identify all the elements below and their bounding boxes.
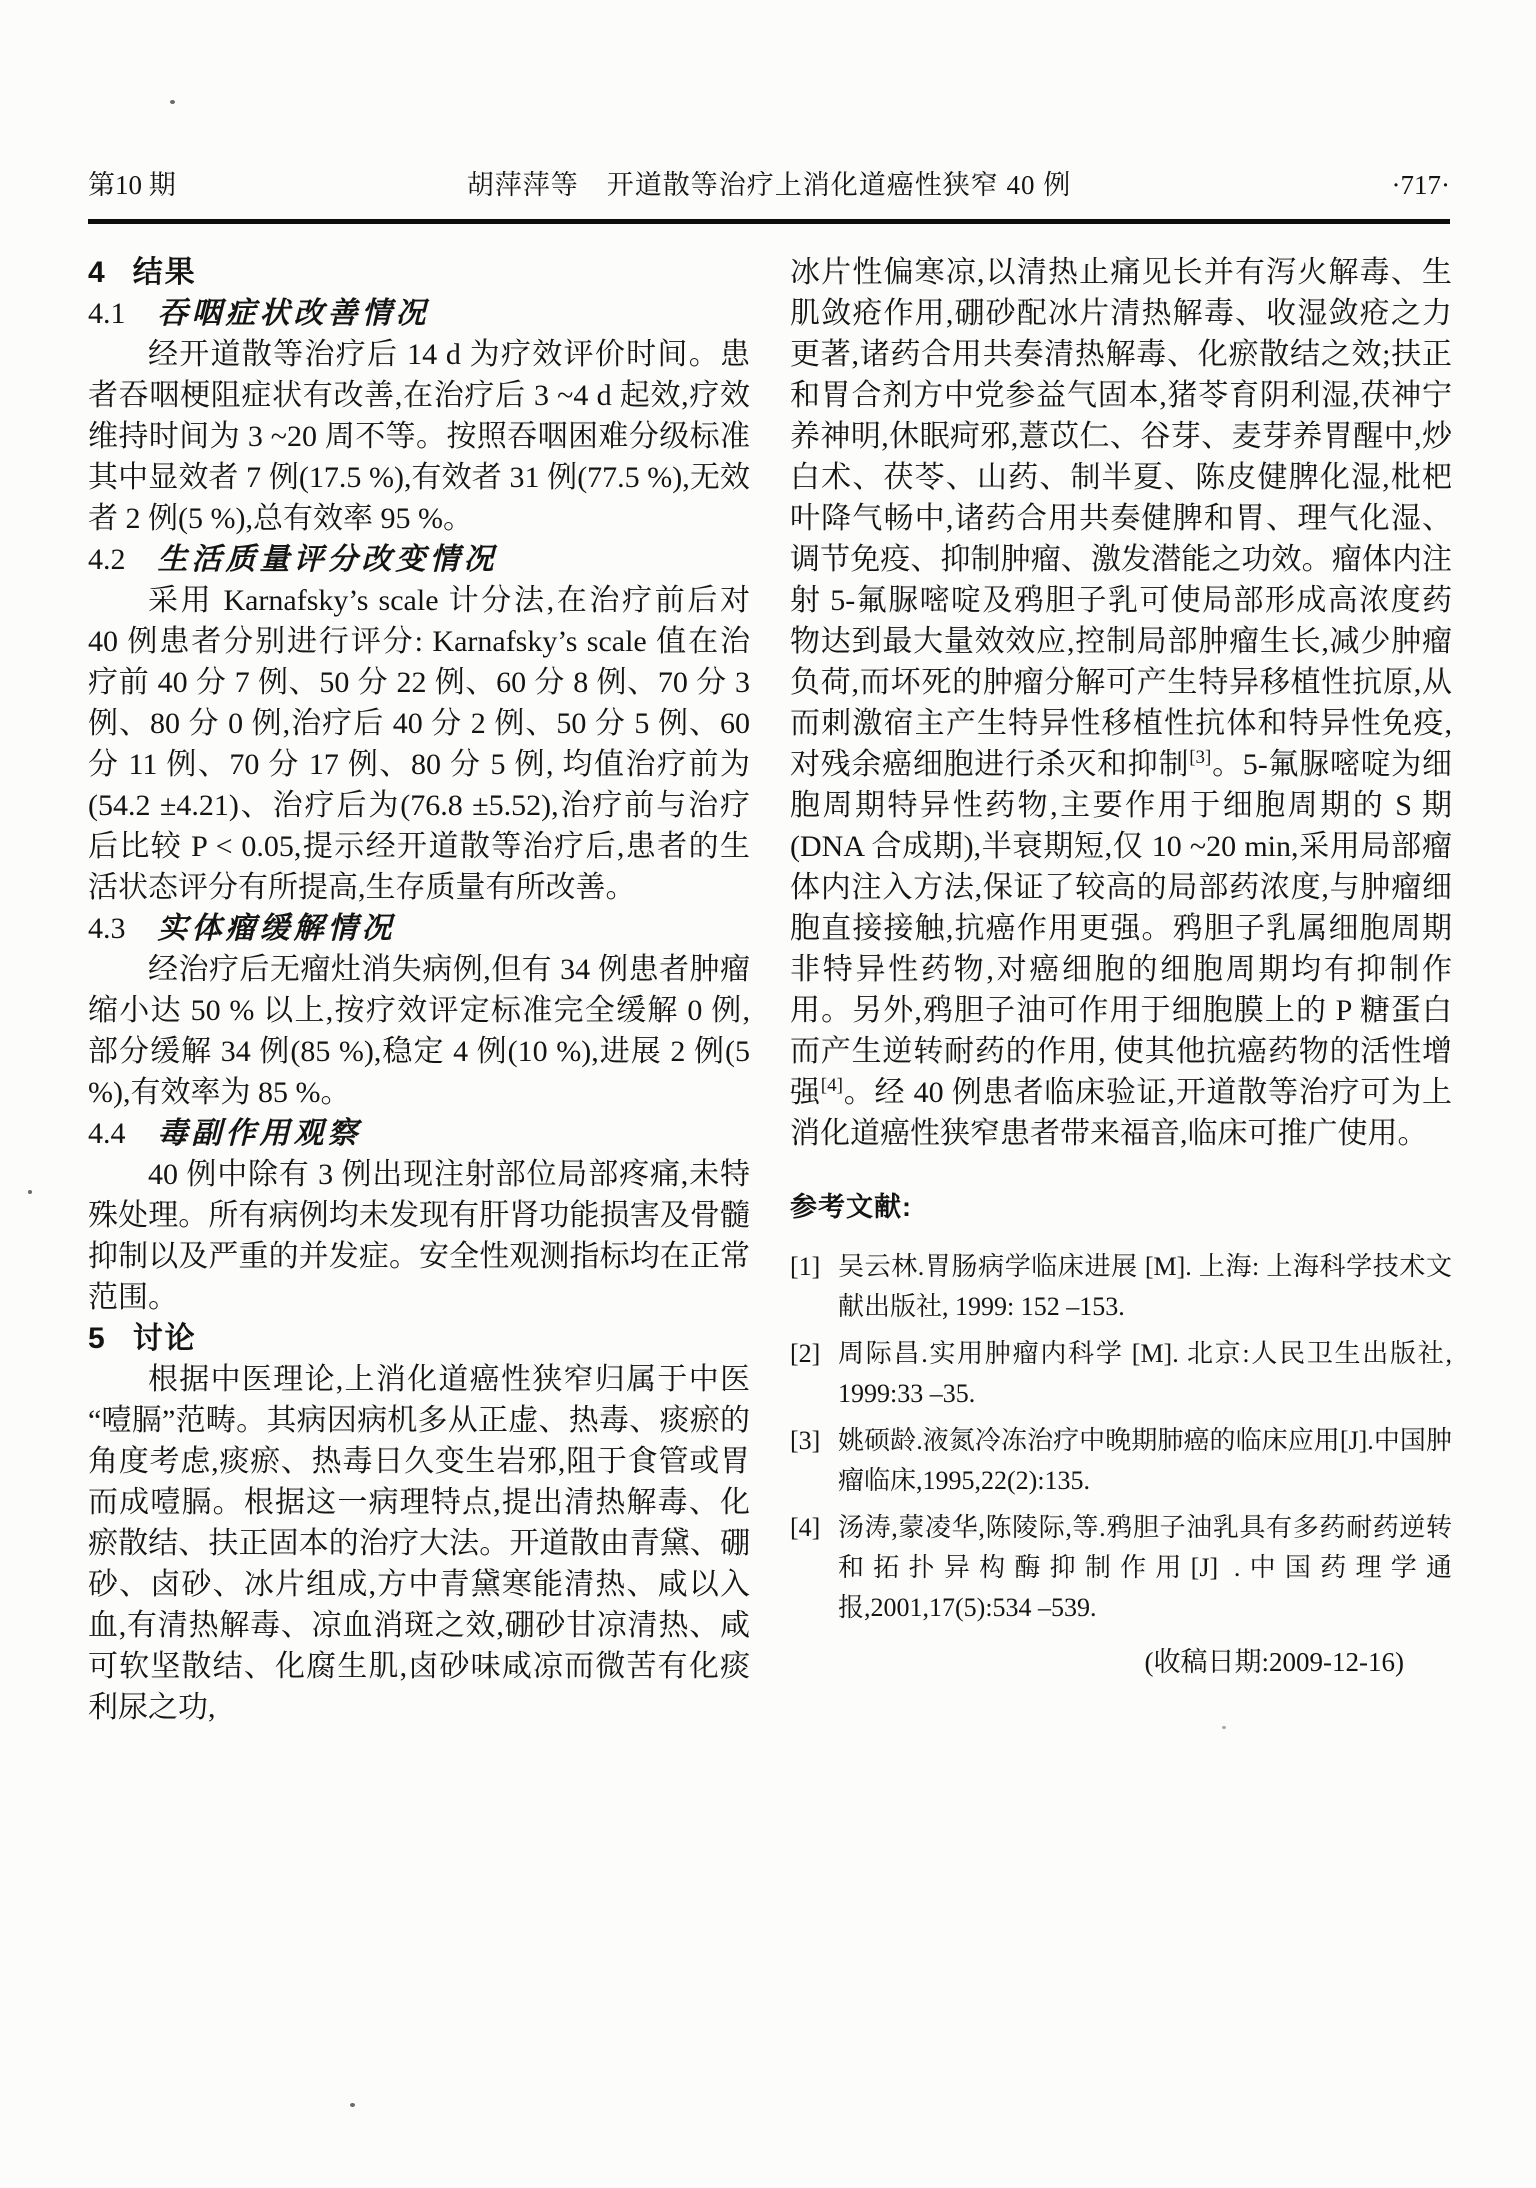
subsection-number: 4.1	[88, 297, 126, 330]
section-title: 结果	[132, 256, 197, 289]
section-number: 5	[88, 1322, 105, 1355]
running-title: 胡萍萍等 开道散等治疗上消化道癌性狭窄 40 例	[466, 170, 1072, 200]
paragraph-4-1: 经开道散等治疗后 14 d 为疗效评价时间。患者吞咽梗阻症状有改善,在治疗后 3 ~4 d 起效,疗效维持时间为 3 ~20 周不等。按照吞咽困难分级标准其中显效者 7 例(17.5 %),有效者 31 例(77.5 %),无效者 2 例(5 %),总有效率 95 %。	[88, 338, 750, 535]
subsection-title: 实体瘤缓解情况	[157, 912, 396, 945]
reference-text: 姚硕龄.液氮冷冻治疗中晚期肺癌的临床应用[J].中国肿瘤临床,1995,22(2):135.	[838, 1426, 1452, 1495]
section-heading-results	[88, 252, 750, 293]
section-title: 讨论	[132, 1322, 197, 1355]
reference-marker: [4]	[790, 1513, 821, 1542]
paragraph-4-3: 经治疗后无瘤灶消失病例,但有 34 例患者肿瘤缩小达 50 % 以上,按疗效评定标准完全缓解 0 例,部分缓解 34 例(85 %),稳定 4 例(10 %),进展 2 例(5 %),有效率为 85 %。	[88, 953, 750, 1109]
discussion-text: 。经 40 例患者临床验证,开道散等治疗可为上消化道癌性狭窄患者带来福音,临床可推广使用。	[790, 1076, 1453, 1150]
scan-speck	[1222, 1726, 1226, 1729]
issue-number: 第10 期	[88, 170, 176, 200]
header-rule	[88, 219, 1450, 224]
subsection-title: 生活质量评分改变情况	[157, 543, 498, 576]
discussion-text: 冰片性偏寒凉,以清热止痛见长并有泻火解毒、生肌敛疮作用,硼砂配冰片清热解毒、收湿敛疮之力更著,诸药合用共奏清热解毒、化瘀散结之效;扶正和胃合剂方中党参益气固本,猪苓育阴利湿,茯神宁养神明,休眠疴邪,薏苡仁、谷芽、麦芽养胃醒中,炒白术、茯苓、山药、制半夏、陈皮健脾化湿,枇杷叶降气畅中,诸药合用共奏健脾和胃、理气化湿、调节免疫、抑制肿瘤、激发潜能之功效。瘤体内注射 5-氟脲嘧啶及鸦胆子乳可使局部形成高浓度药物达到最大量效效应,控制局部肿瘤生长,减少肿瘤负荷,而坏死的肿瘤分解可产生特异移植性抗原,从而刺激宿主产生特异性移植性抗体和特异性免疫,对残余癌细胞进行杀灭和抑制	[790, 256, 1452, 781]
subsection-heading-4-4	[88, 1113, 750, 1154]
subsection-title: 吞咽症状改善情况	[157, 297, 430, 330]
scan-speck	[170, 100, 175, 104]
subsection-number: 4.3	[88, 912, 126, 945]
section-number: 4	[88, 256, 105, 289]
scan-speck	[28, 1190, 32, 1194]
reference-item	[790, 1334, 1452, 1414]
page-number: ·717·	[1391, 170, 1450, 200]
subsection-number: 4.2	[88, 543, 126, 576]
reference-marker: [2]	[790, 1339, 821, 1368]
subsection-number: 4.4	[88, 1117, 126, 1150]
section-heading-discussion	[88, 1318, 750, 1359]
subsection-title: 毒副作用观察	[157, 1117, 362, 1150]
paragraph-4-2: 采用 Karnafsky’s scale 计分法,在治疗前后对 40 例患者分别进行评分: Karnafsky’s scale 值在治疗前 40 分 7 例、50 分 22 例、60 分 8 例、70 分 3 例、80 分 0 例,治疗后 40 分 2 例、50 分 5 例、60 分 11 例、70 分 17 例、80 分 5 例, 均值治疗前为(54.2 ±4.21)、治疗后为(76.8 ±5.52),治疗前与治疗后比较 P < 0.05,提示经开道散等治疗后,患者的生活状态评分有所提高,生存质量有所改善。	[88, 584, 750, 904]
discussion-paragraph-left: 根据中医理论,上消化道癌性狭窄归属于中医“噎膈”范畴。其病因病机多从正虚、热毒、痰瘀的角度考虑,痰瘀、热毒日久变生岩邪,阻于食管或胃而成噎膈。根据这一病理特点,提出清热解毒、化瘀散结、扶正固本的治疗大法。开道散由青黛、硼砂、卤砂、冰片组成,方中青黛寒能清热、咸以入血,有清热解毒、凉血消斑之效,硼砂甘凉清热、咸可软坚散结、化腐生肌,卤砂味咸凉而微苦有化痰利尿之功,	[88, 1363, 750, 1724]
received-date: (收稿日期:2009-12-16)	[1144, 1647, 1404, 1677]
reference-text: 吴云林.胃肠病学临床进展 [M]. 上海: 上海科学技术文献出版社, 1999: 152 –153.	[838, 1252, 1452, 1321]
subsection-heading-4-1	[88, 293, 750, 334]
reference-item	[790, 1508, 1452, 1628]
reference-text: 周际昌.实用肿瘤内科学 [M]. 北京:人民卫生出版社, 1999:33 –35.	[838, 1339, 1452, 1408]
subsection-heading-4-3	[88, 908, 750, 949]
reference-item	[790, 1247, 1452, 1327]
citation-ref-4: [4]	[820, 1075, 843, 1096]
citation-ref-3: [3]	[1189, 747, 1212, 768]
subsection-heading-4-2	[88, 539, 750, 580]
discussion-text: 。5-氟脲嘧啶为细胞周期特异性药物,主要作用于细胞周期的 S 期(DNA 合成期),半衰期短,仅 10 ~20 min,采用局部瘤体内注入方法,保证了较高的局部药浓度,与肿瘤细胞直接接触,抗癌作用更强。鸦胆子乳属细胞周期非特异性药物,对癌细胞的细胞周期均有抑制作用。另外,鸦胆子油可作用于细胞膜上的 P 糖蛋白而产生逆转耐药的作用, 使其他抗癌药物的活性增强	[790, 748, 1453, 1109]
reference-item	[790, 1421, 1452, 1501]
discussion-paragraph-right	[790, 252, 1452, 1154]
reference-marker: [1]	[790, 1252, 821, 1281]
left-column	[88, 252, 750, 1728]
scan-speck	[350, 2103, 355, 2107]
reference-text: 汤涛,蒙凌华,陈陵际,等.鸦胆子油乳具有多药耐药逆转和拓扑异构酶抑制作用[J] .中国药理学通报,2001,17(5):534 –539.	[838, 1513, 1452, 1622]
paragraph-4-4: 40 例中除有 3 例出现注射部位局部疼痛,未特殊处理。所有病例均未发现有肝肾功能损害及骨髓抑制以及严重的并发症。安全性观测指标均在正常范围。	[88, 1158, 750, 1314]
reference-marker: [3]	[790, 1426, 821, 1455]
page-header	[88, 168, 1450, 202]
right-column	[790, 252, 1452, 1682]
references-heading: 参考文献:	[790, 1192, 912, 1222]
